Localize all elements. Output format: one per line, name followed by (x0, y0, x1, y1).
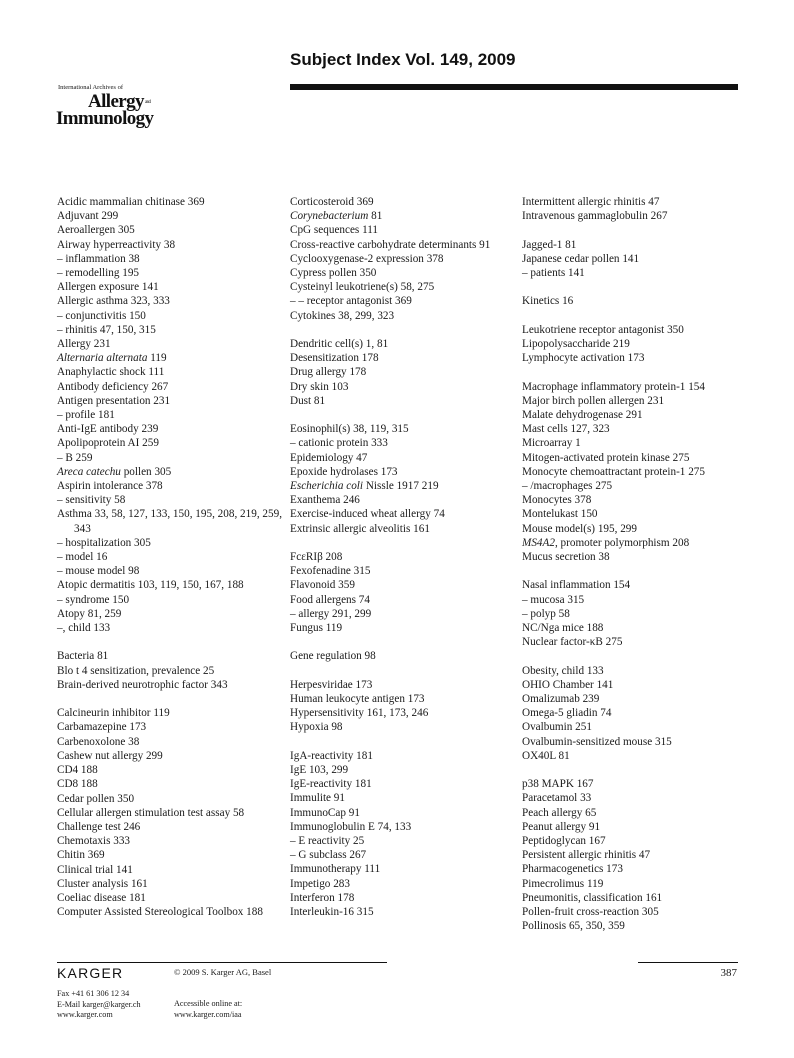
italic-term: Alternaria alternata (57, 352, 148, 365)
index-entry: Carbenoxolone 38 (57, 735, 140, 748)
entry-gap (290, 635, 515, 649)
index-entry: Nuclear factor-κB 275 (522, 636, 623, 649)
index-entry: Hypoxia 98 (290, 721, 343, 734)
index-entry: – cationic protein 333 (290, 437, 388, 450)
entry-gap (522, 365, 747, 379)
index-entry: Cyclooxygenase-2 expression 378 (290, 252, 444, 265)
index-entry: Pneumonitis, classification 161 (522, 891, 663, 904)
entry-gap (290, 536, 515, 550)
index-entry: Allergen exposure 141 (57, 281, 159, 294)
index-entry: Pimecrolimus 119 (522, 877, 604, 890)
index-entry: Ovalbumin-sensitized mouse 315 (522, 735, 672, 748)
index-entry: Intravenous gammaglobulin 267 (522, 210, 668, 223)
index-entry: Omalizumab 239 (522, 693, 600, 706)
index-entry: Aspirin intolerance 378 (57, 480, 163, 493)
email-link[interactable]: E-Mail karger@karger.ch (57, 999, 141, 1009)
entry-gap (290, 323, 515, 337)
index-entry: Aeroallergen 305 (57, 224, 135, 237)
index-entry: p38 MAPK 167 (522, 778, 594, 791)
index-entry: Chitin 369 (57, 849, 105, 862)
index-entry: Extrinsic allergic alveolitis 161 (290, 522, 430, 535)
index-entry: MS4A2, promoter polymorphism 208 (522, 536, 690, 549)
index-entry: Cysteinyl leukotriene(s) 58, 275 (290, 281, 435, 294)
index-entry: – remodelling 195 (57, 267, 140, 280)
index-entry: Dry skin 103 (290, 380, 349, 393)
index-entry: Immunoglobulin E 74, 133 (290, 820, 412, 833)
index-entry: Chemotaxis 333 (57, 835, 131, 848)
index-entry: Malate dehydrogenase 291 (522, 408, 643, 421)
index-entry: CD4 188 (57, 764, 98, 777)
index-entry: Intermittent allergic rhinitis 47 (522, 196, 660, 208)
index-entry: IgE-reactivity 181 (290, 778, 372, 791)
index-entry: – inflammation 38 (57, 252, 140, 265)
index-entry: Persistent allergic rhinitis 47 (522, 849, 651, 862)
index-entry: Cluster analysis 161 (57, 877, 148, 890)
index-entry: Cedar pollen 350 (57, 792, 135, 805)
online-access (174, 999, 242, 1020)
index-entry: Anti-IgE antibody 239 (57, 423, 159, 436)
entry-gap (522, 280, 747, 294)
entry-gap (290, 735, 515, 749)
index-entry: Leukotriene receptor antagonist 350 (522, 323, 684, 336)
index-entry: Carbamazepine 173 (57, 721, 147, 734)
index-entry: Monocytes 378 (522, 494, 592, 507)
index-entry: – mouse model 98 (57, 565, 140, 578)
index-entry: – rhinitis 47, 150, 315 (57, 323, 156, 336)
index-entry: Cross-reactive carbohydrate determinants 91 (290, 238, 491, 251)
index-entry: Corticosteroid 369 (290, 196, 374, 208)
index-entry: – profile 181 (57, 409, 115, 422)
index-entry: Cypress pollen 350 (290, 267, 377, 280)
index-entry: Mitogen-activated protein kinase 275 (522, 451, 690, 464)
index-entry: Obesity, child 133 (522, 664, 604, 677)
journal-logo-line1: International Archives of (58, 84, 123, 91)
index-entry: – mucosa 315 (522, 593, 585, 606)
entry-gap (522, 564, 747, 578)
index-entry: Clinical trial 141 (57, 863, 133, 876)
index-entry: Dust 81 (290, 394, 326, 407)
index-entry: CD8 188 (57, 778, 98, 791)
index-entry: Computer Assisted Stereological Toolbox 188 (57, 906, 263, 919)
index-entry: Hypersensitivity 161, 173, 246 (290, 707, 429, 720)
journal-logo-allergy: Allergy (88, 90, 144, 112)
index-entry: ImmunoCap 91 (290, 806, 360, 819)
index-entry: OHIO Chamber 141 (522, 678, 614, 691)
index-entry: Bacteria 81 (57, 650, 109, 663)
entry-gap (57, 635, 282, 649)
index-entry: Jagged-1 81 (522, 238, 577, 251)
index-column-3 (522, 195, 747, 933)
index-entry: Calcineurin inhibitor 119 (57, 707, 170, 720)
page-title: Subject Index Vol. 149, 2009 (290, 50, 516, 69)
index-entry: Gene regulation 98 (290, 650, 376, 663)
index-entry: Dendritic cell(s) 1, 81 (290, 338, 389, 351)
index-entry: Immulite 91 (290, 792, 345, 805)
index-entry: Kinetics 16 (522, 295, 574, 308)
italic-term: Escherichia coli (290, 480, 364, 493)
index-entry: – hospitalization 305 (57, 536, 151, 549)
entry-gap (290, 664, 515, 678)
index-entry: Acidic mammalian chitinase 369 (57, 196, 205, 208)
index-entry: Blo t 4 sensitization, prevalence 25 (57, 664, 215, 677)
index-column-2 (290, 195, 515, 919)
index-entry: Airway hyperreactivity 38 (57, 238, 176, 251)
index-entry: Fungus 119 (290, 622, 343, 635)
index-entry: – model 16 (57, 551, 108, 564)
index-entry: Antigen presentation 231 (57, 394, 171, 407)
index-entry: Adjuvant 299 (57, 210, 119, 223)
italic-term: Areca catechu (57, 465, 121, 478)
index-entry: Peanut allergy 91 (522, 820, 601, 833)
index-entry: – conjunctivitis 150 (57, 309, 146, 322)
entry-gap (522, 763, 747, 777)
index-entry: Anaphylactic shock 111 (57, 366, 165, 379)
index-entry: Mast cells 127, 323 (522, 423, 610, 436)
index-entry: CpG sequences 111 (290, 224, 379, 237)
index-entry: Apolipoprotein AI 259 (57, 437, 159, 450)
publisher-contact (57, 989, 141, 1021)
index-entry: Areca catechu pollen 305 (57, 465, 172, 478)
index-entry: Peptidoglycan 167 (522, 835, 606, 848)
index-entry: Mouse model(s) 195, 299 (522, 522, 637, 535)
index-entry: Macrophage inflammatory protein-1 154 (522, 380, 705, 393)
entry-gap (290, 408, 515, 422)
index-entry: – B 259 (57, 451, 93, 464)
index-entry: Exanthema 246 (290, 494, 360, 507)
index-entry: Impetigo 283 (290, 877, 350, 890)
index-entry: FcεRIβ 208 (290, 551, 343, 564)
index-entry: – patients 141 (522, 267, 585, 279)
index-entry: Immunotherapy 111 (290, 863, 381, 876)
copyright: © 2009 S. Karger AG, Basel (174, 967, 272, 977)
fax: Fax +41 61 306 12 34 (57, 989, 130, 998)
italic-term: MS4A2 (522, 536, 555, 549)
index-entry: Asthma 33, 58, 127, 133, 150, 195, 208, 219, 259, 343 (57, 508, 282, 535)
italic-term: Corynebacterium (290, 210, 369, 223)
index-entry: IgA-reactivity 181 (290, 749, 373, 762)
index-entry: Atopy 81, 259 (57, 607, 122, 620)
index-entry: Atopic dermatitis 103, 119, 150, 167, 188 (57, 579, 244, 592)
index-entry: Drug allergy 178 (290, 366, 367, 379)
index-entry: Mucus secretion 38 (522, 551, 610, 564)
index-entry: Interferon 178 (290, 891, 355, 904)
index-entry: Antibody deficiency 267 (57, 380, 169, 393)
index-entry: Epidemiology 47 (290, 451, 368, 464)
online-url-link[interactable]: www.karger.com/iaa (174, 1009, 242, 1019)
entry-gap (522, 309, 747, 323)
page-number: 387 (720, 967, 737, 979)
index-entry: Interleukin-16 315 (290, 906, 374, 919)
index-entry: Eosinophil(s) 38, 119, 315 (290, 423, 409, 436)
index-entry: – sensitivity 58 (57, 494, 126, 507)
entry-gap (522, 223, 747, 237)
index-entry: Alternaria alternata 119 (57, 352, 167, 365)
index-entry: IgE 103, 299 (290, 764, 349, 777)
online-label: Accessible online at: (174, 999, 243, 1008)
index-entry: Japanese cedar pollen 141 (522, 252, 640, 265)
journal-logo (56, 85, 186, 128)
index-entry: Peach allergy 65 (522, 806, 597, 819)
index-entry: Microarray 1 (522, 437, 581, 450)
index-entry: –, child 133 (57, 622, 111, 635)
index-entry: Brain-derived neurotrophic factor 343 (57, 678, 228, 691)
index-entry: Escherichia coli Nissle 1917 219 (290, 480, 439, 493)
index-entry: – polyp 58 (522, 607, 570, 620)
index-entry: Food allergens 74 (290, 593, 370, 606)
footer-rule-left (57, 962, 387, 963)
index-entry: Challenge test 246 (57, 820, 141, 833)
index-entry: Major birch pollen allergen 231 (522, 394, 665, 407)
index-entry: – allergy 291, 299 (290, 607, 372, 620)
index-entry: Ovalbumin 251 (522, 721, 592, 734)
index-entry: Allergic asthma 323, 333 (57, 295, 170, 308)
title-rule (290, 84, 738, 90)
entry-gap (57, 692, 282, 706)
index-entry: Nasal inflammation 154 (522, 579, 631, 592)
index-entry: Corynebacterium 81 (290, 210, 383, 223)
index-entry: – – receptor antagonist 369 (290, 295, 412, 308)
website-link[interactable]: www.karger.com (57, 1010, 113, 1019)
index-entry: Coeliac disease 181 (57, 891, 146, 904)
index-entry: Lipopolysaccharide 219 (522, 337, 630, 350)
index-entry: Desensitization 178 (290, 352, 379, 365)
index-entry: Montelukast 150 (522, 508, 598, 521)
index-entry: Pollinosis 65, 350, 359 (522, 920, 625, 933)
index-entry: Cytokines 38, 299, 323 (290, 309, 395, 322)
index-entry: Monocyte chemoattractant protein-1 275 (522, 465, 705, 478)
footer-rule-right (638, 962, 738, 963)
index-entry: Omega-5 gliadin 74 (522, 707, 612, 720)
journal-logo-and: and (144, 99, 151, 105)
index-entry: Cellular allergen stimulation test assay 58 (57, 806, 245, 819)
index-entry: Flavonoid 359 (290, 579, 355, 592)
index-entry: Epoxide hydrolases 173 (290, 465, 398, 478)
index-entry: NC/Nga mice 188 (522, 622, 604, 635)
index-entry: Lymphocyte activation 173 (522, 352, 645, 365)
index-entry: Allergy 231 (57, 338, 111, 351)
journal-logo-line3: Immunology (56, 107, 154, 129)
index-entry: Herpesviridae 173 (290, 678, 373, 691)
entry-gap (522, 649, 747, 663)
index-entry: – G subclass 267 (290, 849, 367, 862)
index-entry: Paracetamol 33 (522, 792, 592, 805)
index-entry: Exercise-induced wheat allergy 74 (290, 508, 445, 521)
index-entry: – /macrophages 275 (522, 480, 613, 492)
index-entry: OX40L 81 (522, 749, 570, 762)
index-entry: Cashew nut allergy 299 (57, 749, 163, 762)
index-entry: Pharmacogenetics 173 (522, 863, 623, 876)
index-entry: Pollen-fruit cross-reaction 305 (522, 906, 659, 919)
index-entry: Human leukocyte antigen 173 (290, 693, 425, 706)
index-entry: – syndrome 150 (57, 593, 130, 606)
index-entry: – E reactivity 25 (290, 835, 365, 848)
index-entry: Fexofenadine 315 (290, 565, 371, 578)
index-column-1 (57, 195, 282, 919)
publisher-logo: KARGER (57, 965, 124, 981)
